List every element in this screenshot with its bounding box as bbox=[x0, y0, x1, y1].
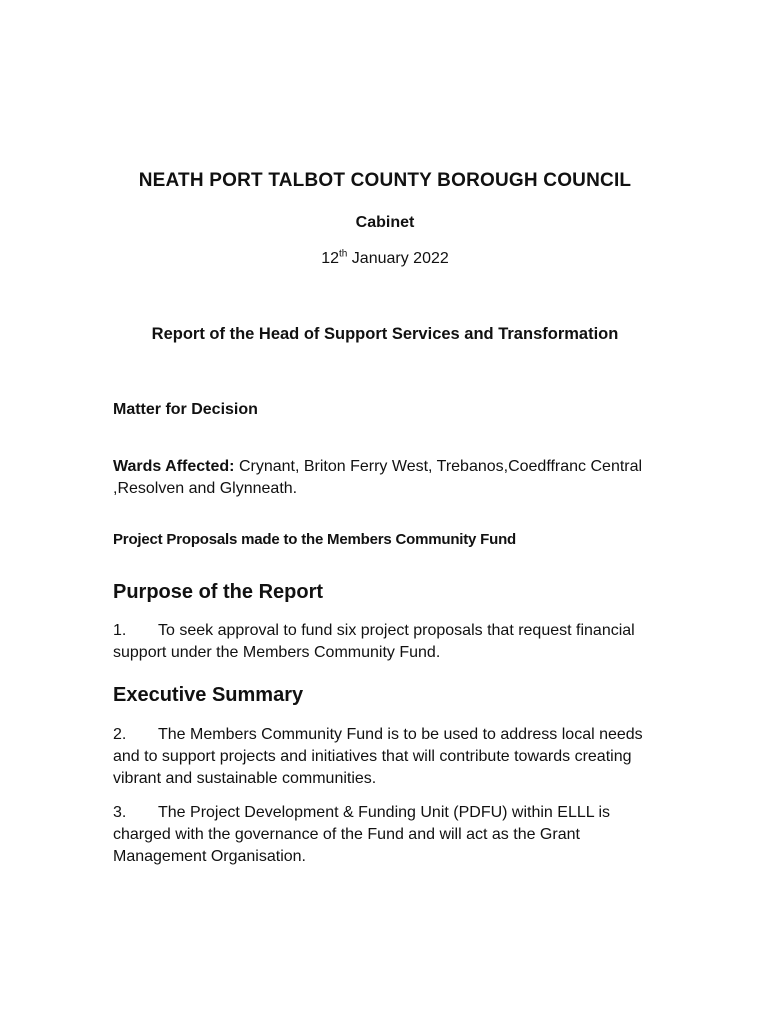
council-title: NEATH PORT TALBOT COUNTY BOROUGH COUNCIL bbox=[138, 170, 632, 191]
matter-for-decision: Matter for Decision bbox=[113, 401, 258, 418]
purpose-heading: Purpose of the Report bbox=[113, 581, 324, 603]
paragraph-text: The Project Development & Funding Unit (PDFU) within ELLL is charged with the governance of the Fund and will act as the Grant Management Organisation. bbox=[113, 804, 611, 865]
paragraph-text: To seek approval to fund six project proposals that request financial support under the Members Community Fund. bbox=[113, 622, 635, 661]
paragraph-number: 3. bbox=[113, 804, 127, 821]
paragraph-number: 1. bbox=[113, 622, 127, 639]
meeting-name: Cabinet bbox=[355, 214, 415, 231]
executive-summary-heading: Executive Summary bbox=[113, 684, 304, 706]
paragraph-1 bbox=[113, 620, 653, 664]
meeting-date bbox=[0, 250, 770, 268]
report-author: Report of the Head of Support Services and Transformation bbox=[151, 325, 619, 343]
wards-label: Wards Affected: bbox=[113, 458, 235, 475]
paragraph-text: The Members Community Fund is to be used to address local needs and to support projects and initiatives that will contribute towards creating vibrant and sustainable communities. bbox=[113, 726, 643, 787]
project-title: Project Proposals made to the Members Community Fund bbox=[113, 531, 517, 548]
date-rest: January 2022 bbox=[347, 250, 449, 267]
paragraph-2 bbox=[113, 724, 653, 790]
date-day: 12 bbox=[321, 250, 340, 267]
paragraph-number: 2. bbox=[113, 726, 127, 743]
paragraph-3 bbox=[113, 802, 653, 868]
wards-value: Crynant, Briton Ferry West, Trebanos,Coedffranc Central ,Resolven and Glynneath. bbox=[113, 458, 643, 497]
wards-affected bbox=[113, 456, 653, 500]
date-suffix: th bbox=[339, 248, 348, 260]
